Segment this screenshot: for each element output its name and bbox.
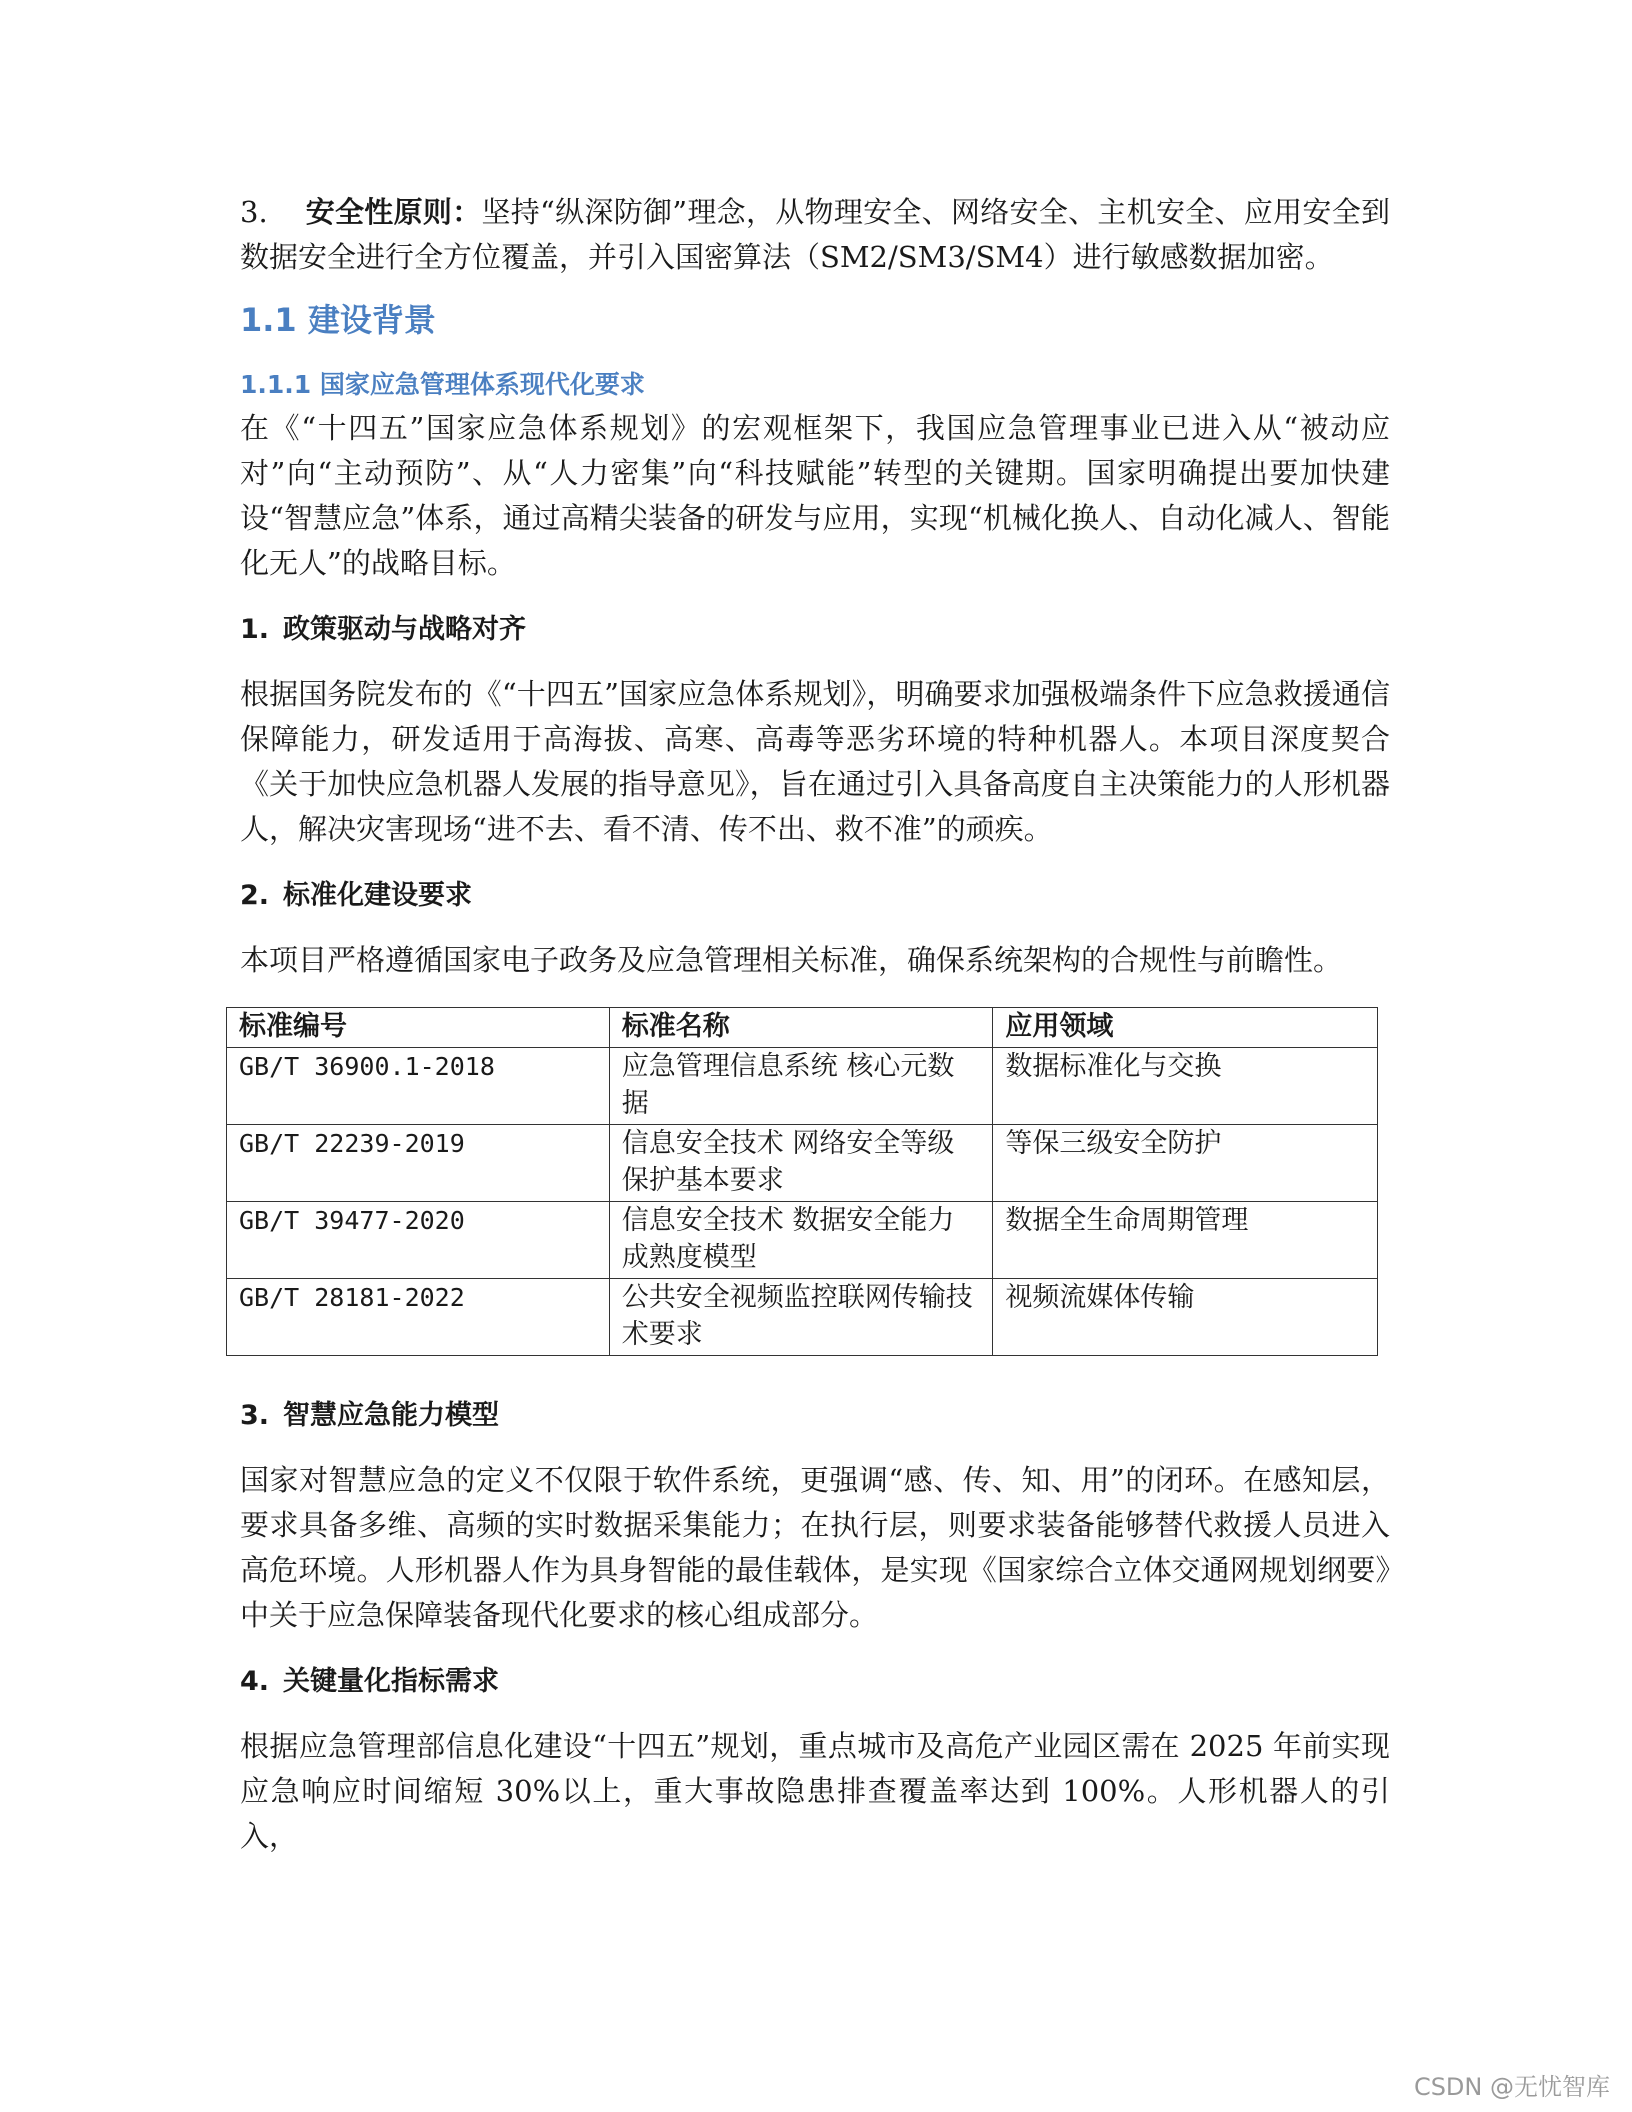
header-cell: 标准编号 <box>227 1008 610 1048</box>
item-paragraph: 根据国务院发布的《“十四五”国家应急体系规划》，明确要求加强极端条件下应急救援通信保障能力，研发适用于高海拔、高寒、高毒等恶劣环境的特种机器人。本项目深度契合《关于加快应急机器人发展的指导意见》，旨在通过引入具备高度自主决策能力的人形机器人，解决灾害现场“进不去、看不清、传不出、救不准”的顽疾。 <box>240 677 1390 846</box>
section-heading: 1.1 建设背景 <box>240 301 436 339</box>
table-cell: 应急管理信息系统 核心元数据 <box>609 1048 993 1125</box>
table-row <box>227 1279 1378 1356</box>
table-cell: GB/T 36900.1-2018 <box>227 1048 610 1125</box>
item-paragraph: 本项目严格遵循国家电子政务及应急管理相关标准，确保系统架构的合规性与前瞻性。 <box>240 943 1343 977</box>
table-row <box>227 1125 1378 1202</box>
item-paragraph: 国家对智慧应急的定义不仅限于软件系统，更强调“感、传、知、用”的闭环。在感知层，要求具备多维、高频的实时数据采集能力；在执行层，则要求装备能够替代救援人员进入高危环境。人形机器人作为具身智能的最佳载体，是实现《国家综合立体交通网规划纲要》中关于应急保障装备现代化要求的核心组成部分。 <box>240 1463 1390 1632</box>
standards-table <box>226 1007 1378 1356</box>
item-paragraph: 根据应急管理部信息化建设“十四五”规划，重点城市及高危产业园区需在 2025 年前实现应急响应时间缩短 30%以上，重大事故隐患排查覆盖率达到 100%。人形机器人的引入， <box>240 1729 1390 1853</box>
principle-number: 3. <box>240 195 268 229</box>
item-heading <box>240 876 1390 916</box>
header-cell: 应用领域 <box>993 1008 1378 1048</box>
item-heading <box>240 1662 1390 1702</box>
table-cell: 信息安全技术 数据安全能力成熟度模型 <box>609 1202 993 1279</box>
table-cell: GB/T 28181-2022 <box>227 1279 610 1356</box>
item-title: 标准化建设要求 <box>283 880 473 911</box>
item-number: 1. <box>240 614 270 645</box>
table-cell: 视频流媒体传输 <box>993 1279 1378 1356</box>
principle-label: 安全性原则： <box>305 195 482 229</box>
table-cell: 数据标准化与交换 <box>993 1048 1378 1125</box>
table-header-row <box>227 1008 1378 1048</box>
table-cell: 信息安全技术 网络安全等级保护基本要求 <box>609 1125 993 1202</box>
item-number: 2. <box>240 880 270 911</box>
item-title: 关键量化指标需求 <box>283 1666 500 1697</box>
item-heading <box>240 1396 1390 1436</box>
table-cell: 等保三级安全防护 <box>993 1125 1378 1202</box>
item-title: 智慧应急能力模型 <box>283 1400 500 1431</box>
table-row <box>227 1048 1378 1125</box>
item-number: 4. <box>240 1666 270 1697</box>
item-title: 政策驱动与战略对齐 <box>283 614 527 645</box>
principle-text: 坚持“纵深防御”理念，从物理安全、网络安全、主机安全、应用安全到数据安全进行全方位覆盖，并引入国密算法（SM2/SM3/SM4）进行敏感数据加密。 <box>240 195 1390 274</box>
intro-paragraph: 在《“十四五”国家应急体系规划》的宏观框架下，我国应急管理事业已进入从“被动应对”向“主动预防”、从“人力密集”向“科技赋能”转型的关键期。国家明确提出要加快建设“智慧应急”体系，通过高精尖装备的研发与应用，实现“机械化换人、自动化减人、智能化无人”的战略目标。 <box>240 411 1390 580</box>
document-page <box>240 190 1390 1859</box>
table-cell: GB/T 22239-2019 <box>227 1125 610 1202</box>
table-row <box>227 1202 1378 1279</box>
security-principle <box>240 190 1390 280</box>
header-cell: 标准名称 <box>609 1008 993 1048</box>
watermark: CSDN @无忧智库 <box>1413 2073 1610 2101</box>
table-cell: 公共安全视频监控联网传输技术要求 <box>609 1279 993 1356</box>
subsection-heading: 1.1.1 国家应急管理体系现代化要求 <box>240 370 645 399</box>
item-number: 3. <box>240 1400 270 1431</box>
table-cell: GB/T 39477-2020 <box>227 1202 610 1279</box>
table-cell: 数据全生命周期管理 <box>993 1202 1378 1279</box>
item-heading <box>240 610 1390 650</box>
